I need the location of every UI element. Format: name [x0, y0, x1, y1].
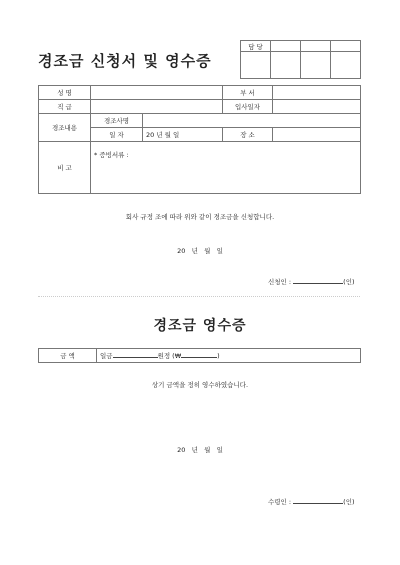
amount-number-blank[interactable]: [181, 351, 217, 358]
amount-prefix: 일금: [100, 352, 113, 360]
amount-field[interactable]: [97, 349, 361, 363]
position-field[interactable]: [91, 100, 223, 114]
application-statement: 회사 규정 조에 따라 위와 같이 경조금을 신청합니다.: [125, 213, 275, 221]
application-title: 경조금 신청서 및 영수증: [38, 52, 212, 70]
event-content-label: 경조내용: [39, 114, 91, 142]
approval-box: [240, 40, 361, 79]
date-label: 일 자: [91, 128, 143, 142]
place-label: 장 소: [223, 128, 273, 142]
applicant-signature-field[interactable]: [293, 277, 343, 284]
recipient-seal: (인): [343, 498, 355, 506]
approval-sign-cell: [271, 52, 301, 79]
department-label: 부 서: [223, 86, 273, 100]
name-label: 성 명: [39, 86, 91, 100]
approval-sign-cell: [301, 52, 331, 79]
approval-sign-cell: [331, 52, 361, 79]
place-field[interactable]: [273, 128, 361, 142]
amount-label: 금 액: [39, 349, 97, 363]
amount-korean-blank[interactable]: [113, 351, 158, 358]
receipt-date: 20 년 월 일: [177, 446, 223, 454]
event-reason-field[interactable]: [143, 114, 361, 128]
documents-label: * 증빙서류 :: [94, 151, 129, 159]
application-form-table: [38, 85, 361, 194]
approval-sign-cell: [241, 52, 271, 79]
approval-slot: [271, 41, 301, 52]
documents-field[interactable]: [91, 142, 361, 194]
recipient-signature-field[interactable]: [293, 497, 343, 504]
approval-label: 담 당: [241, 41, 271, 52]
recipient-line: [268, 497, 355, 506]
hire-date-label: 입사일자: [223, 100, 273, 114]
section-divider: [38, 296, 360, 297]
approval-slot: [331, 41, 361, 52]
approval-slot: [301, 41, 331, 52]
date-value[interactable]: 20 년 월 일: [143, 128, 223, 142]
receipt-statement: 상기 금액을 정히 영수하였습니다.: [151, 381, 249, 389]
amount-suffix: ): [217, 352, 220, 360]
position-label: 직 급: [39, 100, 91, 114]
recipient-label: 수령인 :: [268, 498, 292, 506]
hire-date-field[interactable]: [273, 100, 361, 114]
applicant-line: [268, 277, 355, 286]
department-field[interactable]: [273, 86, 361, 100]
receipt-title: 경조금 영수증: [153, 318, 247, 334]
remarks-label: 비 고: [39, 142, 91, 194]
receipt-table: [38, 348, 361, 363]
event-reason-label: 경조사명: [91, 114, 143, 128]
name-field[interactable]: [91, 86, 223, 100]
application-date: 20 년 월 일: [177, 247, 223, 255]
applicant-label: 신청인 :: [268, 278, 292, 286]
amount-mid: 원정 (₩: [157, 352, 182, 360]
applicant-seal: (인): [343, 278, 355, 286]
